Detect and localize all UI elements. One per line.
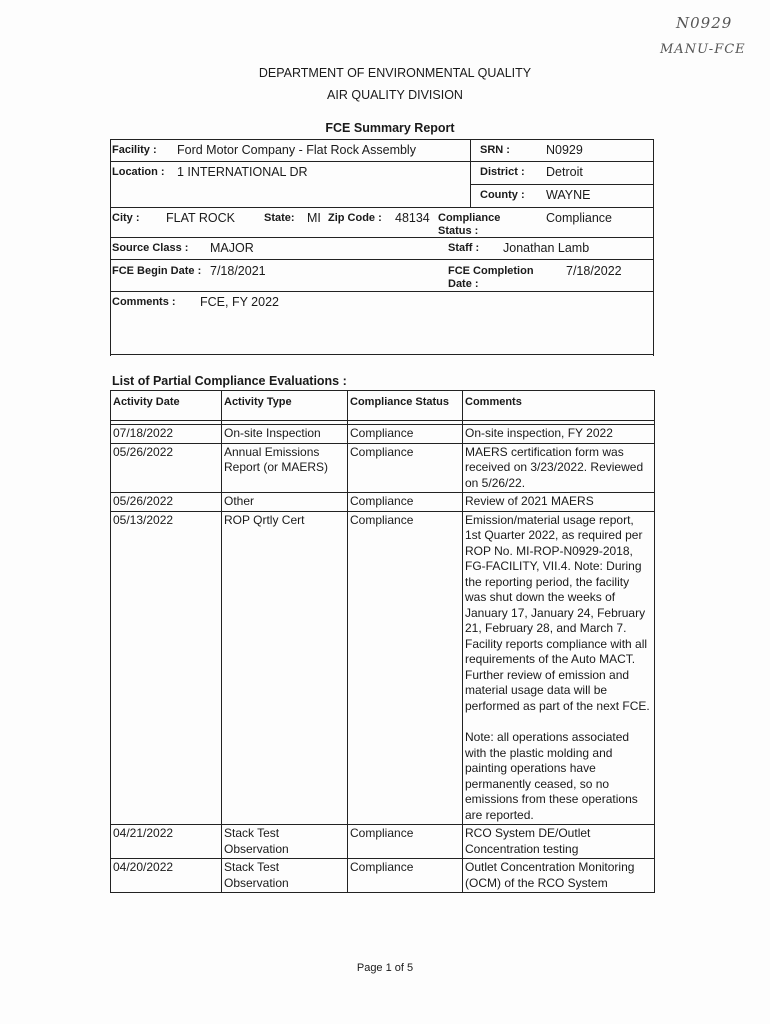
source-class-value: MAJOR: [210, 241, 254, 255]
summary-box: [110, 139, 652, 355]
compliance-status: Compliance: [348, 493, 463, 512]
activity-type: ROP Qrtly Cert: [222, 511, 348, 825]
col-activity-type: Activity Type: [222, 391, 348, 421]
table-row: [111, 825, 655, 859]
activity-type: Annual Emissions Report (or MAERS): [222, 443, 348, 493]
fce-completion-label: FCE Completion Date :: [448, 265, 534, 290]
city-value: FLAT ROCK: [166, 211, 235, 225]
report-title: FCE Summary Report: [325, 121, 455, 135]
srn-label: SRN :: [480, 144, 510, 156]
compliance-status-label: Compliance Status :: [438, 212, 501, 237]
comment: On-site inspection, FY 2022: [463, 425, 655, 444]
staff-value: Jonathan Lamb: [503, 241, 590, 255]
district-label: District :: [480, 166, 525, 178]
comment: RCO System DE/Outlet Concentration testing: [463, 825, 655, 859]
comment: MAERS certification form was received on 3/23/2022. Reviewed on 5/26/22.: [463, 443, 655, 493]
comments-label: Comments :: [112, 296, 176, 308]
col-comments: Comments: [463, 391, 655, 421]
table-row: [111, 493, 655, 512]
comment: Review of 2021 MAERS: [463, 493, 655, 512]
state-value: MI: [307, 211, 321, 225]
compliance-status: Compliance: [348, 425, 463, 444]
table-row: [111, 425, 655, 444]
facility-label: Facility :: [112, 144, 157, 156]
table-row: [111, 859, 655, 893]
fce-completion-value: 7/18/2022: [566, 264, 622, 278]
location-label: Location :: [112, 166, 165, 178]
col-activity-date: Activity Date: [111, 391, 222, 421]
zip-value: 48134: [395, 211, 430, 225]
district-value: Detroit: [546, 165, 583, 179]
comment: Outlet Concentration Monitoring (OCM) of the RCO System: [463, 859, 655, 893]
pce-list-title: List of Partial Compliance Evaluations :: [112, 374, 347, 388]
page-number: Page 1 of 5: [356, 962, 414, 974]
state-label: State:: [264, 212, 295, 224]
staff-label: Staff :: [448, 242, 480, 254]
srn-value: N0929: [546, 143, 583, 157]
activity-date: 04/20/2022: [111, 859, 222, 893]
fce-begin-label: FCE Begin Date :: [112, 265, 202, 277]
compliance-status: Compliance: [348, 859, 463, 893]
activity-date: 05/26/2022: [111, 443, 222, 493]
city-label: City :: [112, 212, 140, 224]
compliance-status: Compliance: [348, 511, 463, 825]
fce-begin-value: 7/18/2021: [210, 264, 266, 278]
activity-type: On-site Inspection: [222, 425, 348, 444]
activity-type: Stack Test Observation: [222, 859, 348, 893]
handwritten-note: MANU-FCE: [660, 42, 746, 57]
compliance-status: Compliance: [348, 825, 463, 859]
table-row: [111, 511, 655, 825]
department-heading: DEPARTMENT OF ENVIRONMENTAL QUALITY: [258, 66, 532, 80]
activity-type: Other: [222, 493, 348, 512]
compliance-status-value: Compliance: [546, 211, 613, 225]
zip-label: Zip Code :: [328, 212, 382, 224]
table-row: [111, 443, 655, 493]
division-heading: AIR QUALITY DIVISION: [327, 88, 463, 102]
activity-type: Stack Test Observation: [222, 825, 348, 859]
county-value: WAYNE: [546, 188, 591, 202]
activity-date: 05/13/2022: [111, 511, 222, 825]
comment: Emission/material usage report, 1st Quarter 2022, as required per ROP No. MI-ROP-N0929-2018, FG-FACILITY, VII.4. Note: During the reporting period, the facility was shut down the weeks of January 17, January 24, February 21, February 28, and March 7. Facility reports compliance with all requirements of the Auto MACT. Further review of emission and material usage data will be performed as part of the next FCE. Note: all operations associated with the plastic molding and painting operations have permanently ceased, so no emissions from these operations are reported.: [463, 511, 655, 825]
pce-table: [110, 390, 655, 893]
activity-date: 04/21/2022: [111, 825, 222, 859]
county-label: County :: [480, 189, 525, 201]
source-class-label: Source Class :: [112, 242, 189, 254]
pce-header-row: [111, 391, 655, 421]
activity-date: 07/18/2022: [111, 425, 222, 444]
activity-date: 05/26/2022: [111, 493, 222, 512]
facility-value: Ford Motor Company - Flat Rock Assembly: [177, 143, 416, 157]
compliance-status: Compliance: [348, 443, 463, 493]
col-compliance-status: Compliance Status: [348, 391, 463, 421]
handwritten-srn: N0929: [676, 14, 733, 32]
comments-value: FCE, FY 2022: [200, 295, 279, 309]
location-value: 1 INTERNATIONAL DR: [177, 165, 308, 179]
